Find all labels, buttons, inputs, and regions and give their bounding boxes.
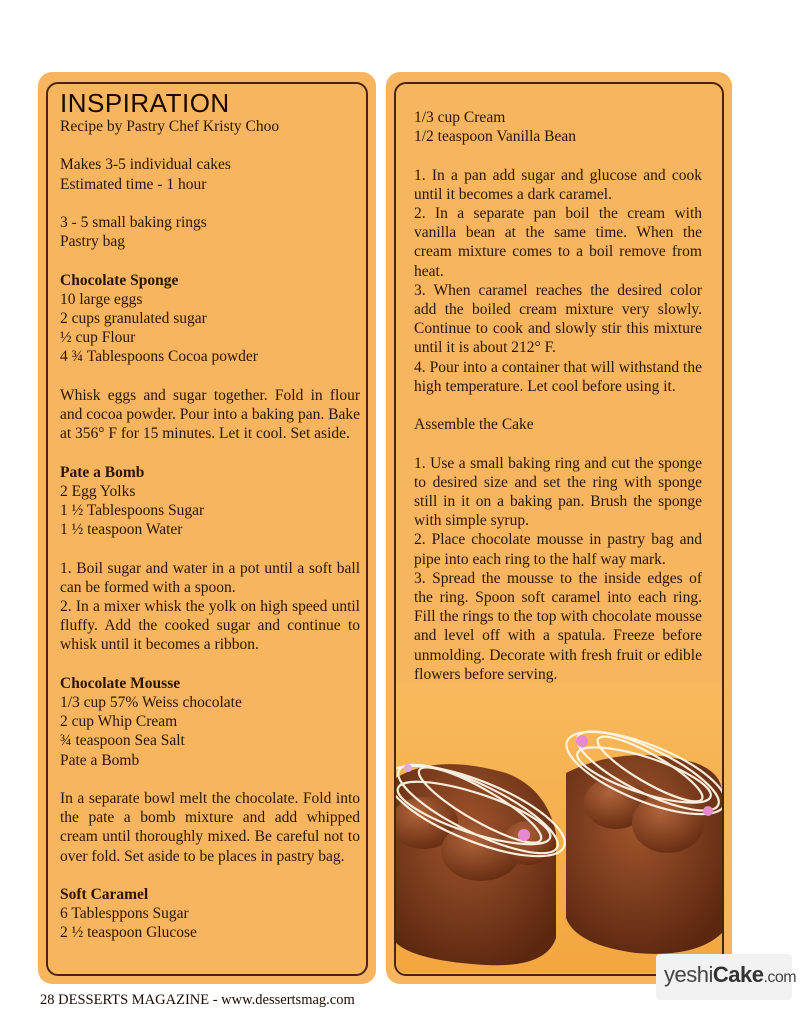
method-step: 3. When caramel reaches the desired color add the boiled cream mixture very slowly. Continue to cook and slowly stir this mixture until it is about 212° F.: [414, 281, 702, 357]
watermark-text: yeshiCake.com: [664, 962, 797, 987]
right-column: [414, 108, 702, 684]
section-heading-sponge: Chocolate Sponge: [60, 271, 179, 289]
equipment-item: 3 - 5 small baking rings: [60, 213, 207, 231]
left-column: [60, 89, 360, 943]
section-heading-mousse: Chocolate Mousse: [60, 674, 181, 692]
section-heading-caramel: Soft Caramel: [60, 885, 149, 903]
ingredient: 1/3 cup 57% Weiss chocolate: [60, 693, 242, 711]
ingredient: 2 Egg Yolks: [60, 482, 136, 500]
ingredient: 2 cup Whip Cream: [60, 713, 178, 731]
assembly-step: 3. Spread the mousse to the inside edges of the ring. Spoon soft caramel into each ring. Fill the rings to the top with chocolate mousse and level off with a spatula. Freeze before unmolding. Decorate with fresh fruit or edible flowers before serving.: [414, 569, 702, 683]
ingredient: 2 ½ teaspoon Glucose: [60, 924, 197, 942]
ingredient: 1 ½ teaspoon Water: [60, 521, 183, 539]
method-step: 1. Boil sugar and water in a pot until a soft ball can be formed with a spoon.: [60, 559, 360, 596]
assembly-step: 1. Use a small baking ring and cut the sponge to desired size and set the ring with sponge still in it on a baking pan. Brush the sponge with simple syrup.: [414, 454, 702, 530]
assembly-step: 2. Place chocolate mousse in pastry bag and pipe into each ring to the half way mark.: [414, 531, 702, 568]
method-step: 2. In a separate pan boil the cream with vanilla bean at the same time. When the cream mixture comes to a boil remove from heat.: [414, 205, 702, 280]
ingredient: 4 ¾ Tablespoons Cocoa powder: [60, 348, 258, 366]
page-footer: 28 DESSERTS MAGAZINE - www.dessertsmag.com: [40, 992, 355, 1008]
ingredient: ¾ teaspoon Sea Salt: [60, 732, 185, 750]
method-step: 4. Pour into a container that will withstand the high temperature. Let cool before using it.: [414, 358, 702, 395]
section-heading-pate-a-bomb: Pate a Bomb: [60, 463, 145, 481]
sponge-method: Whisk eggs and sugar together. Fold in flour and cocoa powder. Pour into a baking pan. Bake at 356° F for 15 minutes. Let it cool. Set aside.: [60, 386, 360, 443]
ingredient: ½ cup Flour: [60, 329, 136, 347]
watermark: [656, 954, 797, 1000]
method-step: 1. In a pan add sugar and glucose and cook until it becomes a dark caramel.: [414, 166, 702, 203]
ingredient: 10 large eggs: [60, 290, 143, 308]
ingredient: 2 cups granulated sugar: [60, 309, 207, 327]
mousse-method: In a separate bowl melt the chocolate. Fold into the pate a bomb mixture and add whipped cream until thoroughly mixed. Be careful not to over fold. Set aside to be places in pastry bag.: [60, 789, 360, 865]
dessert-photo: [396, 683, 722, 973]
yield: Makes 3-5 individual cakes: [60, 156, 231, 174]
ingredient: 6 Tablesppons Sugar: [60, 905, 189, 923]
recipe-title: INSPIRATION: [60, 88, 230, 118]
ingredient: 1 ½ Tablespoons Sugar: [60, 501, 205, 519]
byline: Recipe by Pastry Chef Kristy Choo: [60, 118, 280, 135]
equipment-item: Pastry bag: [60, 233, 126, 251]
estimated-time: Estimated time - 1 hour: [60, 175, 207, 193]
chocolate-cakes-illustration: [396, 683, 722, 973]
method-step: 2. In a mixer whisk the yolk on high speed until fluffy. Add the cooked sugar and continue to whisk until it becomes a ribbon.: [60, 597, 360, 654]
ingredient: 1/3 cup Cream: [414, 109, 506, 126]
ingredient: Pate a Bomb: [60, 751, 140, 769]
section-heading-assemble: Assemble the Cake: [414, 416, 534, 434]
ingredient: 1/2 teaspoon Vanilla Bean: [414, 128, 577, 146]
